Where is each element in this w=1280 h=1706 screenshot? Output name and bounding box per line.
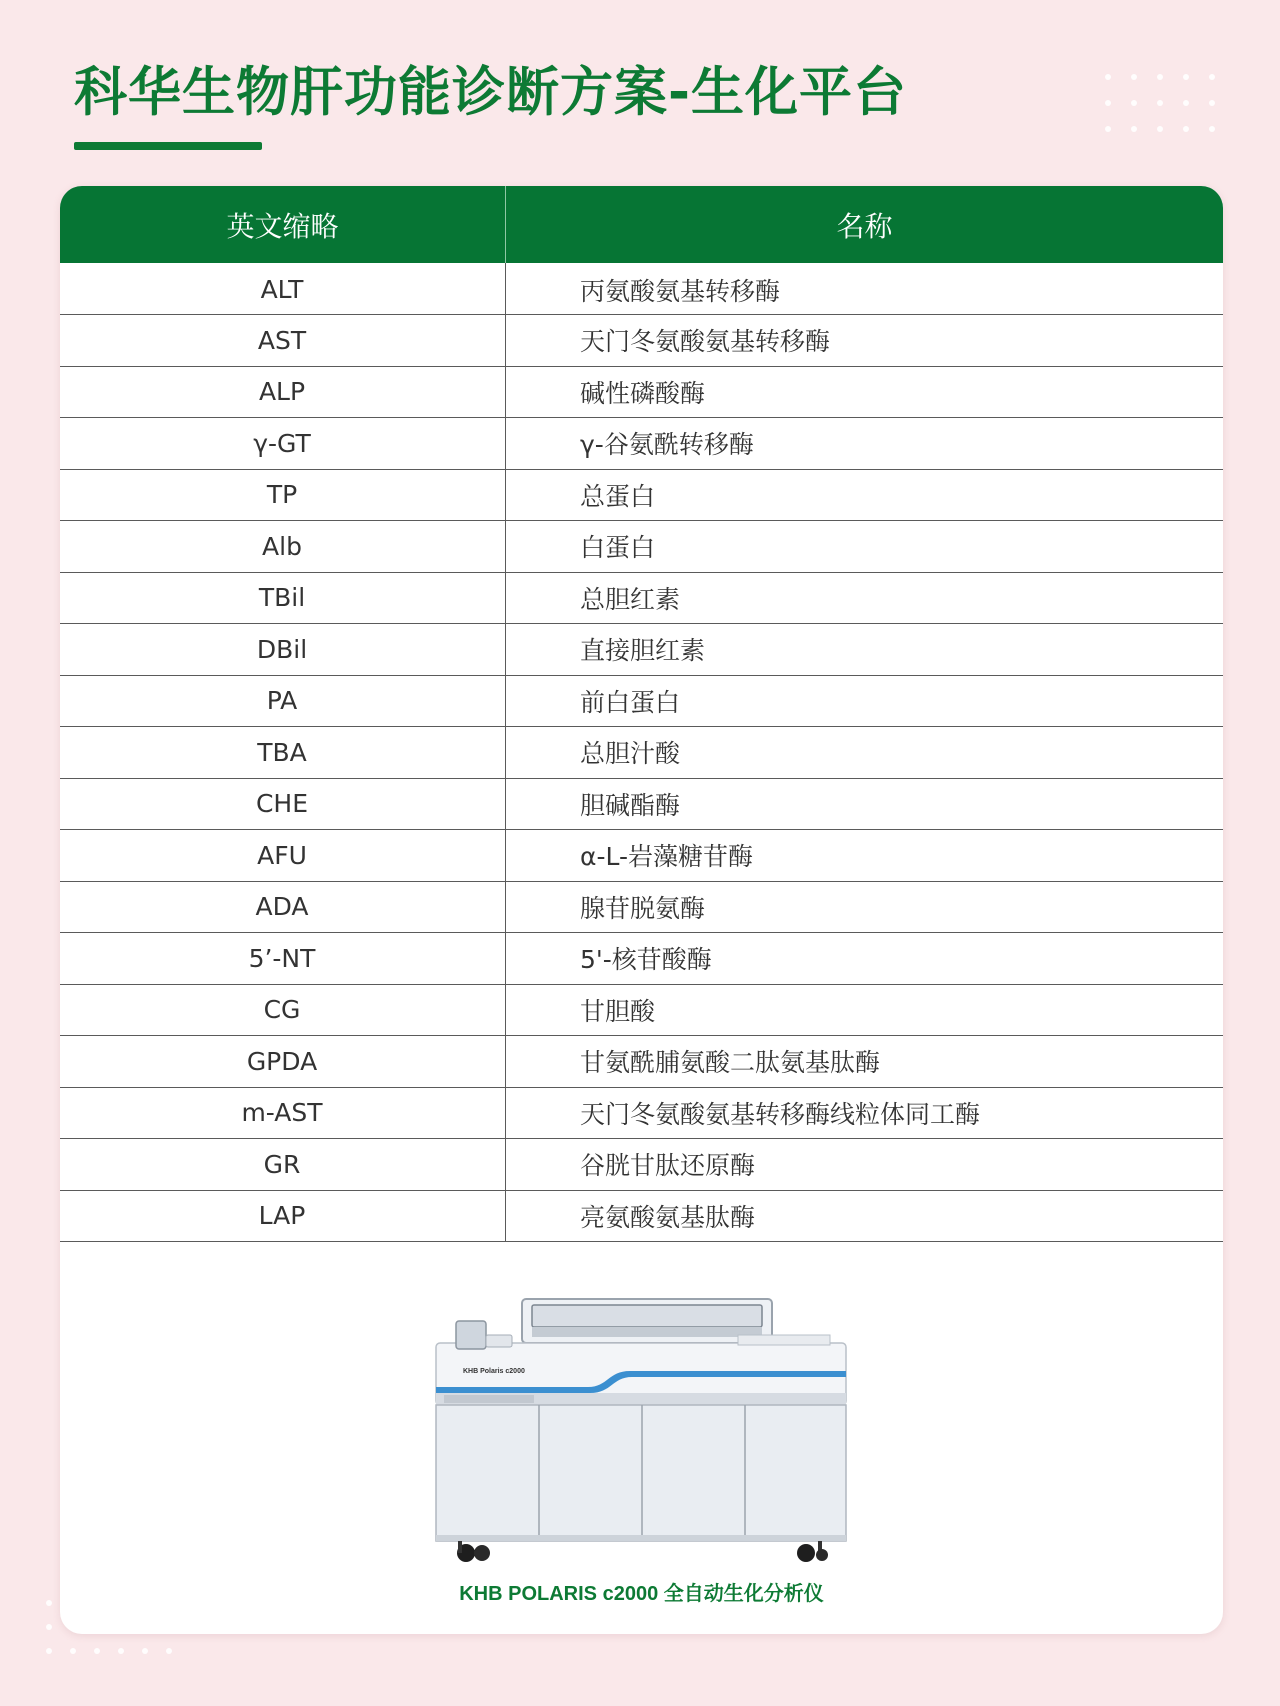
cell-name: 前白蛋白	[506, 675, 1224, 727]
cell-abbreviation: ALT	[60, 263, 506, 315]
cell-abbreviation: γ-GT	[60, 418, 506, 470]
cell-name: 腺苷脱氨酶	[506, 881, 1224, 933]
table-row	[60, 1139, 1223, 1191]
cell-name: 总胆汁酸	[506, 727, 1224, 779]
cell-abbreviation: GPDA	[60, 1036, 506, 1088]
cell-name: γ-谷氨酰转移酶	[506, 418, 1224, 470]
cell-name: 甘氨酰脯氨酸二肽氨基肽酶	[506, 1036, 1224, 1088]
content-card	[60, 186, 1223, 1634]
cell-name: 总胆红素	[506, 572, 1224, 624]
table-row	[60, 263, 1223, 315]
table-row	[60, 830, 1223, 882]
table-row	[60, 469, 1223, 521]
table-row	[60, 315, 1223, 367]
cell-name: 5'-核苷酸酶	[506, 933, 1224, 985]
table-row	[60, 933, 1223, 985]
cell-abbreviation: GR	[60, 1139, 506, 1191]
cell-abbreviation: Alb	[60, 521, 506, 573]
cell-name: 碱性磷酸酶	[506, 366, 1224, 418]
analyzer-image	[408, 1291, 878, 1571]
cell-abbreviation: DBil	[60, 624, 506, 676]
cell-abbreviation: TBil	[60, 572, 506, 624]
product-section	[60, 1281, 1223, 1634]
table-row	[60, 778, 1223, 830]
table-row	[60, 521, 1223, 573]
table-body	[60, 263, 1223, 1242]
cell-name: 甘胆酸	[506, 984, 1224, 1036]
cell-abbreviation: 5’-NT	[60, 933, 506, 985]
analyzer-label: KHB Polaris c2000	[463, 1368, 525, 1375]
cell-name: 丙氨酸氨基转移酶	[506, 263, 1224, 315]
cell-abbreviation: m-AST	[60, 1087, 506, 1139]
header-abbreviation: 英文缩略	[60, 186, 506, 263]
cell-abbreviation: ALP	[60, 366, 506, 418]
cell-abbreviation: TP	[60, 469, 506, 521]
table-row	[60, 624, 1223, 676]
product-caption: KHB POLARIS c2000 全自动生化分析仪	[459, 1583, 824, 1605]
header-name: 名称	[836, 209, 893, 243]
decorative-dot-grid	[1105, 74, 1215, 132]
table-row	[60, 1087, 1223, 1139]
cell-abbreviation: CHE	[60, 778, 506, 830]
table-row	[60, 1190, 1223, 1242]
liver-function-table	[60, 186, 1223, 1242]
cell-name: 白蛋白	[506, 521, 1224, 573]
table-row	[60, 675, 1223, 727]
cell-name: 天门冬氨酸氨基转移酶	[506, 315, 1224, 367]
table-row	[60, 418, 1223, 470]
cell-name: α-L-岩藻糖苷酶	[506, 830, 1224, 882]
cell-abbreviation: AFU	[60, 830, 506, 882]
table-row	[60, 366, 1223, 418]
cell-name: 天门冬氨酸氨基转移酶线粒体同工酶	[506, 1087, 1224, 1139]
cell-abbreviation: ADA	[60, 881, 506, 933]
cell-abbreviation: CG	[60, 984, 506, 1036]
table-header-row	[60, 186, 1223, 263]
table-row	[60, 727, 1223, 779]
table-row	[60, 572, 1223, 624]
table-row	[60, 1036, 1223, 1088]
cell-abbreviation: TBA	[60, 727, 506, 779]
table-row	[60, 984, 1223, 1036]
title-underline	[74, 142, 262, 150]
cell-abbreviation: LAP	[60, 1190, 506, 1242]
cell-name: 总蛋白	[506, 469, 1224, 521]
cell-name: 亮氨酸氨基肽酶	[506, 1190, 1224, 1242]
cell-name: 直接胆红素	[506, 624, 1224, 676]
cell-abbreviation: AST	[60, 315, 506, 367]
page-title: 科华生物肝功能诊断方案-生化平台	[74, 62, 907, 123]
table-row	[60, 881, 1223, 933]
cell-name: 谷胱甘肽还原酶	[506, 1139, 1224, 1191]
cell-name: 胆碱酯酶	[506, 778, 1224, 830]
cell-abbreviation: PA	[60, 675, 506, 727]
